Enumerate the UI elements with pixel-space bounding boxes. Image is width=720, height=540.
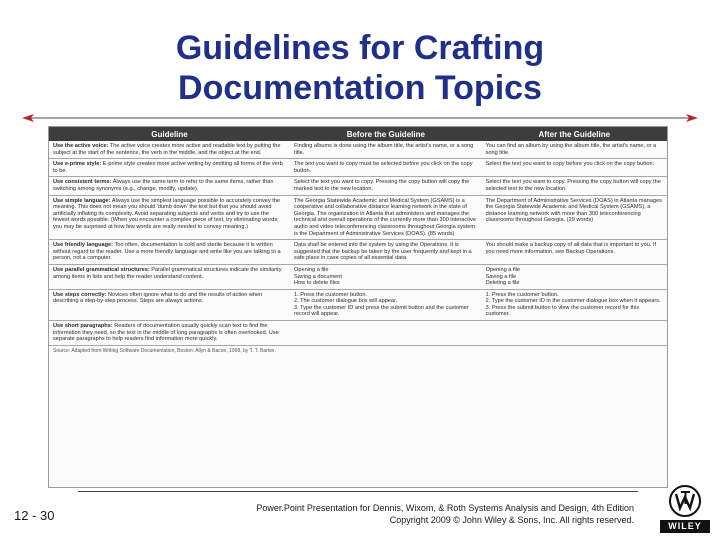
guideline-cell [49,195,290,240]
guideline-cell [49,264,290,289]
header-guideline: Guideline [49,127,290,141]
after-cell: You should make a backup copy of all data that is important to you. If you need more information, see Backup Operations. [482,240,667,265]
guideline-lead: Use friendly language: [53,242,113,249]
table-header-row [49,127,667,141]
guideline-text: The active voice creates more active and readable text by putting the subject at the start of the sentence, the verb in the middle, and the object at the end. [53,143,281,156]
after-cell: The Department of Administrative Services (DOAS) in Atlanta manages the Georgia Statewide Academic and Medical System (GSAMS), a distance learning network with more than 300 teleconferencing classrooms throughout Georgia. (29 words) [482,195,667,240]
before-cell: The Georgia Statewide Academic and Medical System (GSAMS) is a cooperative and collaborative distance learning network in the state of Georgia. The organization in Atlanta that administers and manages the technical and overall operations of the currently more than 300 interactive audio and video teleconferencing classrooms throughout Georgia system is the Department of Administrative Services (DOAS). (85 words) [290,195,482,240]
guidelines-table [49,127,667,346]
guideline-text: Always use the simplest language possible to accurately convey the meaning. This does not mean you should 'dumb down' the text but that you should avoid artificially inflating its complexity. Avoid separating subjects and verbs and try to use the fewest words possible. (When you encounter a complex piece of text, try eliminating words; you may be surprised at how few words are really needed to convey meaning.) [53,197,280,230]
after-cell [482,321,667,346]
guideline-text: Readers of documentation usually quickly scan text to find the information they need, so the text in the middle of long paragraphs is often overlooked. Use separate paragraphs to help readers find information more quickly. [53,323,279,343]
guideline-text: E-prime style creates more active writing by omitting all forms of the verb to be. [53,161,283,174]
table-row [49,195,667,240]
before-cell: 1. Press the customer button. 2. The customer dialogue box will appear. 3. Type the customer ID and press the submit button and the customer record will appear. [290,289,482,320]
guideline-cell [49,321,290,346]
title-divider-arrow [22,114,698,120]
footer-line-1: Power.Point Presentation for Dennis, Wixom, & Roth Systems Analysis and Design, 4th Edition [256,503,634,513]
after-cell: 1. Press the customer button. 2. Type the customer ID in the customer dialogue box when it appears. 3. Press the submit button to view the customer record for this customer. [482,289,667,320]
table-row [49,264,667,289]
guideline-lead: Use short paragraphs: [53,323,113,330]
after-cell: Select the text you want to copy. Pressing the copy button will copy the selected text to the new location. [482,177,667,195]
guideline-cell [49,177,290,195]
guideline-lead: Use consistent terms: [53,179,112,186]
table-source-note: Source: Adapted from Writing Software Documentation, Boston: Allyn & Bacon, 1998, by T. T. Barker. [53,347,276,354]
guidelines-table-image [48,126,668,488]
table-row [49,321,667,346]
header-after: After the Guideline [482,127,667,141]
before-cell [290,321,482,346]
slide-number: 12 - 30 [14,508,55,523]
title-line-1: Guidelines for Crafting [175,29,545,67]
footer-credit [178,502,634,526]
guideline-text: Too often, documentation is cold and sterile because it is written without regard to the reader. Use a more friendly language and write like you are talking to a person, not a computer. [53,242,281,262]
before-cell: Finding albums is done using the album title, the artist's name, or a song title. [290,141,482,159]
table-row [49,289,667,320]
guideline-text: Novices often ignore what to do and the results of action when describing a step-by-step process. Steps are always actions. [53,291,263,305]
before-cell: Select the text you want to copy. Pressing the copy button will copy the marked text to the new location. [290,177,482,195]
wiley-emblem-icon [668,484,702,518]
guideline-cell [49,159,290,177]
wiley-wordmark: WILEY [660,520,710,533]
guideline-cell [49,240,290,265]
title-line-2: Documentation Topics [178,69,542,107]
guideline-text: Always use the same term to refer to the same items, rather than switching among synonyms (e.g., change, modify, update). [53,179,274,192]
header-before: Before the Guideline [290,127,482,141]
guideline-cell [49,289,290,320]
after-cell: Opening a file Saving a file Deleting a file [482,264,667,289]
before-cell: Opening a file Saving a document How to delete files [290,264,482,289]
slide-title [140,28,580,108]
guideline-lead: Use the active voice: [53,143,109,149]
guideline-lead: Use steps correctly: [53,291,107,298]
footer-line-2: Copyright 2009 © John Wiley & Sons, Inc. All rights reserved. [389,515,634,525]
guideline-lead: Use parallel grammatical structures: [53,266,150,273]
table-row [49,159,667,177]
guideline-text: Parallel grammatical structures indicate the similarity among items in lists and help the reader understand content. [53,266,282,280]
after-cell: You can find an album by using the album title, the artist's name, or a song title. [482,141,667,159]
guideline-lead: Use e-prime style: [53,161,102,168]
after-cell: Select the text you want to copy before you click on the copy button. [482,159,667,177]
table-row [49,177,667,195]
before-cell: The text you want to copy must be selected before you click on the copy button. [290,159,482,177]
table-row [49,240,667,265]
table-row [49,141,667,159]
guideline-cell [49,141,290,159]
guideline-lead: Use simple language: [53,197,111,204]
before-cell: Data shall be entered into the system by using the Operations. It is suggested that the backup be taken by the user frequently and kept in a safe place in case copies of all essential data. [290,240,482,265]
wiley-logo [658,484,712,536]
footer-divider [78,491,638,492]
